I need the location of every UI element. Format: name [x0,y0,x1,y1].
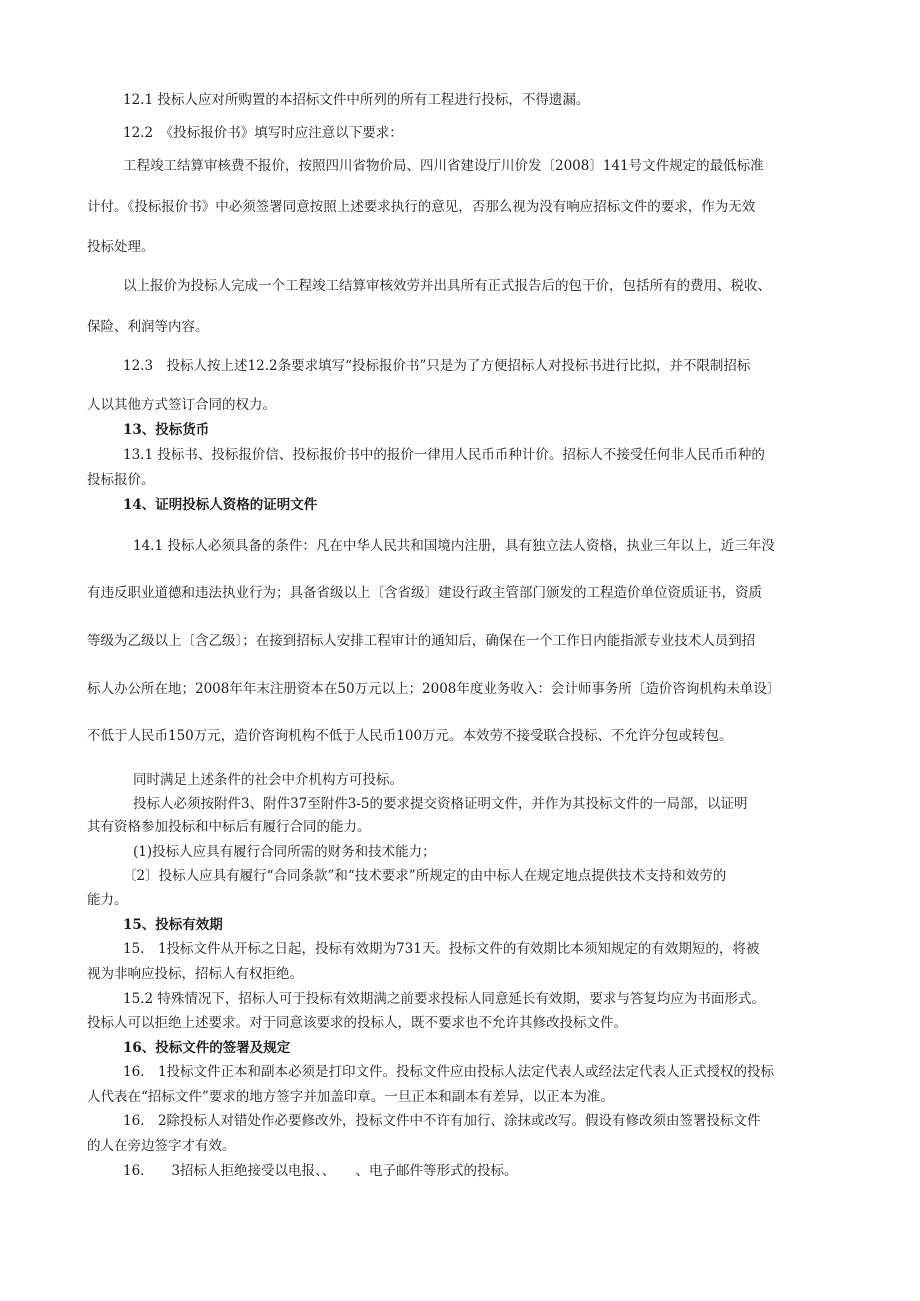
paragraph-text: 等级为乙级以上〔含乙级〕；在接到招标人安排工程审计的通知后，确保在一个工作日内能指派专业技术人员到招 [87,633,756,649]
paragraph-text: 工程竣工结算审核费不报价，按照四川省物价局、四川省建设厅川价发〔2008〕141号文件规定的最低标准 [123,158,764,174]
paragraph-text: 投标人可以拒绝上述要求。对于同意该要求的投标人，既不要求也不允许其修改投标文件。 [87,1015,627,1031]
paragraph-text: 视为非响应投标，招标人有权拒绝。 [87,966,303,982]
paragraph-text: 的人在旁边签字才有效。 [87,1138,236,1154]
section-heading-16: 16、投标文件的签署及规定 [123,1040,291,1056]
paragraph-text: 同时满足上述条件的社会中介机构方可投标。 [133,772,403,788]
paragraph-16-1: 16. 1投标文件正本和副本必须是打印文件。投标文件应由投标人法定代表人或经法定代表人正式授权的投标 [123,1064,775,1080]
paragraph-12-3: 12.3 投标人按上述12.2条要求填写“投标报价书”只是为了方便招标人对投标书进行比拟，并不限制招标 [123,358,751,374]
paragraph-text: 标人办公所在地；2008年年末注册资本在50万元以上；2008年度业务收入：会计师事务所〔造价咨询机构未单设〕 [87,681,781,697]
section-heading-14: 14、证明投标人资格的证明文件 [123,497,318,513]
paragraph-text: 不低于人民币150万元，造价咨询机构不低于人民币100万元。本效劳不接受联合投标、不允许分包或转包。 [87,728,733,744]
paragraph-text: 有违反职业道德和违法执业行为；具备省级以上〔含省级〕建设行政主管部门颁发的工程造价单位资质证书，资质 [87,585,762,601]
paragraph-text: 计付。《投标报价书》中必须签署同意按照上述要求执行的意见，否那么视为没有响应招标文件的要求，作为无效 [87,199,756,215]
paragraph-15-2: 15.2 特殊情况下，招标人可于投标有效期满之前要求投标人同意延长有效期，要求与答复均应为书面形式。 [123,991,765,1007]
paragraph-text: 能力。 [87,892,128,908]
section-heading-13: 13、投标货币 [123,422,210,438]
paragraph-text: 投标人必须按附件3、附件37至附件3-5的要求提交资格证明文件，并作为其投标文件的一局部，以证明 [133,796,748,812]
paragraph-15-1: 15. 1投标文件从开标之日起，投标有效期为731天。投标文件的有效期比本须知规定的有效期短的，将被 [123,941,760,957]
paragraph-text: 人以其他方式签订合同的权力。 [87,397,276,413]
section-heading-15: 15、投标有效期 [123,917,223,933]
paragraph-16-2: 16. 2除投标人对错处作必要修改外，投标文件中不许有加行、涂抹或改写。假设有修改须由签署投标文件 [123,1113,761,1129]
paragraph-text: 以上报价为投标人完成一个工程竣工结算审核效劳并出具所有正式报告后的包干价，包括所有的费用、税收、 [123,278,771,294]
paragraph-12-2: 12.2 《投标报价书》填写时应注意以下要求： [123,125,403,141]
paragraph-text: 其有资格参加投标和中标后有履行合同的能力。 [87,819,371,835]
paragraph-12-1: 12.1 投标人应对所购置的本招标文件中所列的所有工程进行投标，不得遗漏。 [123,92,590,108]
paragraph-text: 投标报价。 [87,472,155,488]
list-item-1: (1)投标人应具有履行合同所需的财务和技术能力； [133,844,436,860]
paragraph-16-3: 16. 3招标人拒绝接受以电报、、 、电子邮件等形式的投标。 [123,1163,518,1179]
paragraph-14-1: 14.1 投标人必须具备的条件：凡在中华人民共和国境内注册，具有独立法人资格，执业三年以上，近三年没 [133,538,775,554]
paragraph-text: 投标处理。 [87,239,155,255]
list-item-2: 〔2〕投标人应具有履行“合同条款”和“技术要求”所规定的由中标人在规定地点提供技术支持和效劳的 [123,868,727,884]
paragraph-13-1: 13.1 投标书、投标报价信、投标报价书中的报价一律用人民币币种计价。招标人不接受任何非人民币币种的 [123,447,765,463]
paragraph-text: 人代表在“招标文件”要求的地方签字并加盖印章。一旦正本和副本有差异，以正本为准。 [87,1089,614,1105]
paragraph-text: 保险、利润等内容。 [87,319,209,335]
